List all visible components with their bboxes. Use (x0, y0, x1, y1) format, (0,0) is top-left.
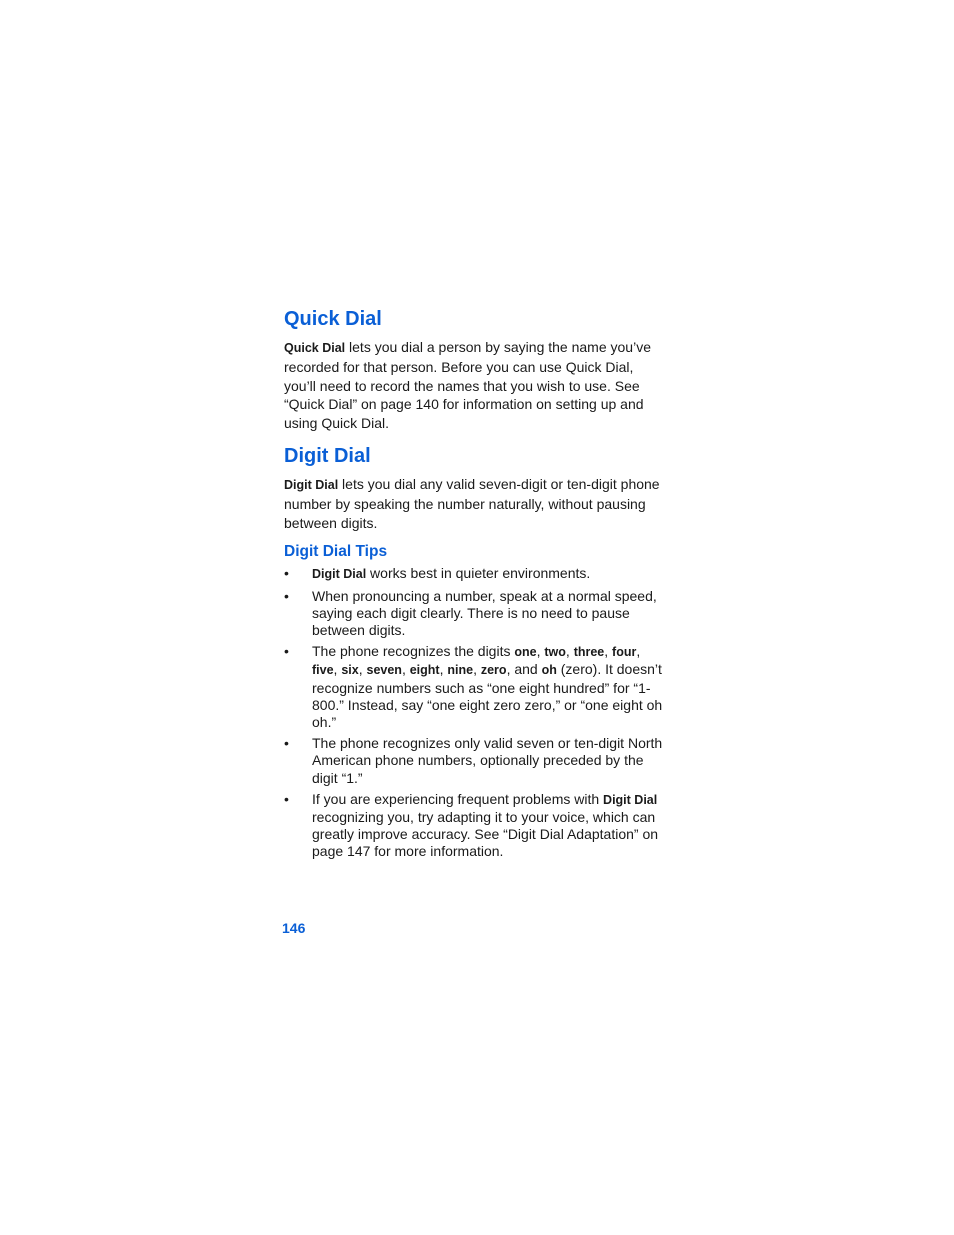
digit-word-oh: oh (541, 663, 557, 678)
tip-2-text: When pronouncing a number, speak at a normal speed, saying each digit clearly. There is no need to pause between digits. (312, 587, 657, 638)
bullet-icon: • (284, 735, 289, 752)
digit-dial-description (284, 475, 664, 532)
digit-word: zero (480, 663, 507, 678)
digit-dial-term: Digit Dial (284, 477, 339, 492)
tip-5-text-before: If you are experiencing frequent problems with (312, 790, 604, 807)
tip-4-text: The phone recognizes only valid seven or ten-digit North American phone numbers, optionally preceded by the digit “1.” (312, 735, 663, 786)
quick-dial-description (284, 338, 664, 433)
quick-dial-text: lets you dial a person by saying the name you’ve recorded for that person. Before you can use Quick Dial, you’ll need to record the names that you wish to use. See “Quick Dial” on page 140 for information on setting up and using Quick Dial. (284, 339, 651, 432)
digit-word: nine (447, 663, 474, 678)
digit-word: two (544, 645, 566, 660)
tip-1-text: works best in quieter environments. (366, 565, 591, 582)
tip-3-and: , and (506, 661, 542, 678)
tip-3-text-after: (zero). It doesn’t recognize numbers such as “one eight hundred” for “1-800.” Instead, say “one eight zero zero,” or “one eight oh oh.” (312, 661, 663, 730)
digit-word: seven (366, 663, 402, 678)
page-content (284, 306, 664, 865)
tips-list (284, 565, 664, 860)
tip-item-2 (284, 588, 664, 640)
bullet-icon: • (284, 587, 289, 604)
digit-dial-section (284, 443, 664, 532)
tip-5-text-after: recognizing you, try adapting it to your voice, which can greatly improve accuracy. See “Digit Dial Adaptation” on page 147 for more information. (312, 809, 659, 860)
digit-dial-tips-section (284, 542, 664, 860)
digit-word: one (514, 645, 537, 660)
digit-dial-text: lets you dial any valid seven-digit or ten-digit phone number by speaking the number naturally, without pausing between digits. (284, 475, 660, 531)
tip-item-1 (284, 565, 664, 583)
tip-item-4 (284, 735, 664, 787)
digit-word: three (573, 645, 605, 660)
digit-dial-heading: Digit Dial (284, 444, 371, 467)
digit-word: five (312, 663, 334, 678)
bullet-icon: • (284, 643, 289, 660)
tip-1-term: Digit Dial (312, 567, 367, 582)
digit-word: four (612, 645, 637, 660)
digit-word: six (341, 663, 359, 678)
quick-dial-heading: Quick Dial (284, 308, 382, 330)
tip-item-5 (284, 791, 664, 861)
page-number: 146 (282, 920, 306, 936)
digit-word: eight (409, 663, 440, 678)
quick-dial-term: Quick Dial (284, 341, 346, 355)
bullet-icon: • (284, 565, 289, 582)
tip-5-term: Digit Dial (603, 792, 658, 807)
tip-item-3: • The phone recognizes the digits one, two, three, four, five, six, seven, eight, nine, zero, and oh (zero). It doesn’t recognize numbers such as “one eight hundred” for “1-800.” Instead, say “one eight zero zero,” or “one eight oh oh.” (284, 643, 663, 730)
digit-dial-tips-heading: Digit Dial Tips (284, 543, 388, 561)
tip-3-text-before: The phone recognizes the digits (312, 643, 515, 660)
bullet-icon: • (284, 790, 289, 807)
quick-dial-section (284, 306, 664, 433)
